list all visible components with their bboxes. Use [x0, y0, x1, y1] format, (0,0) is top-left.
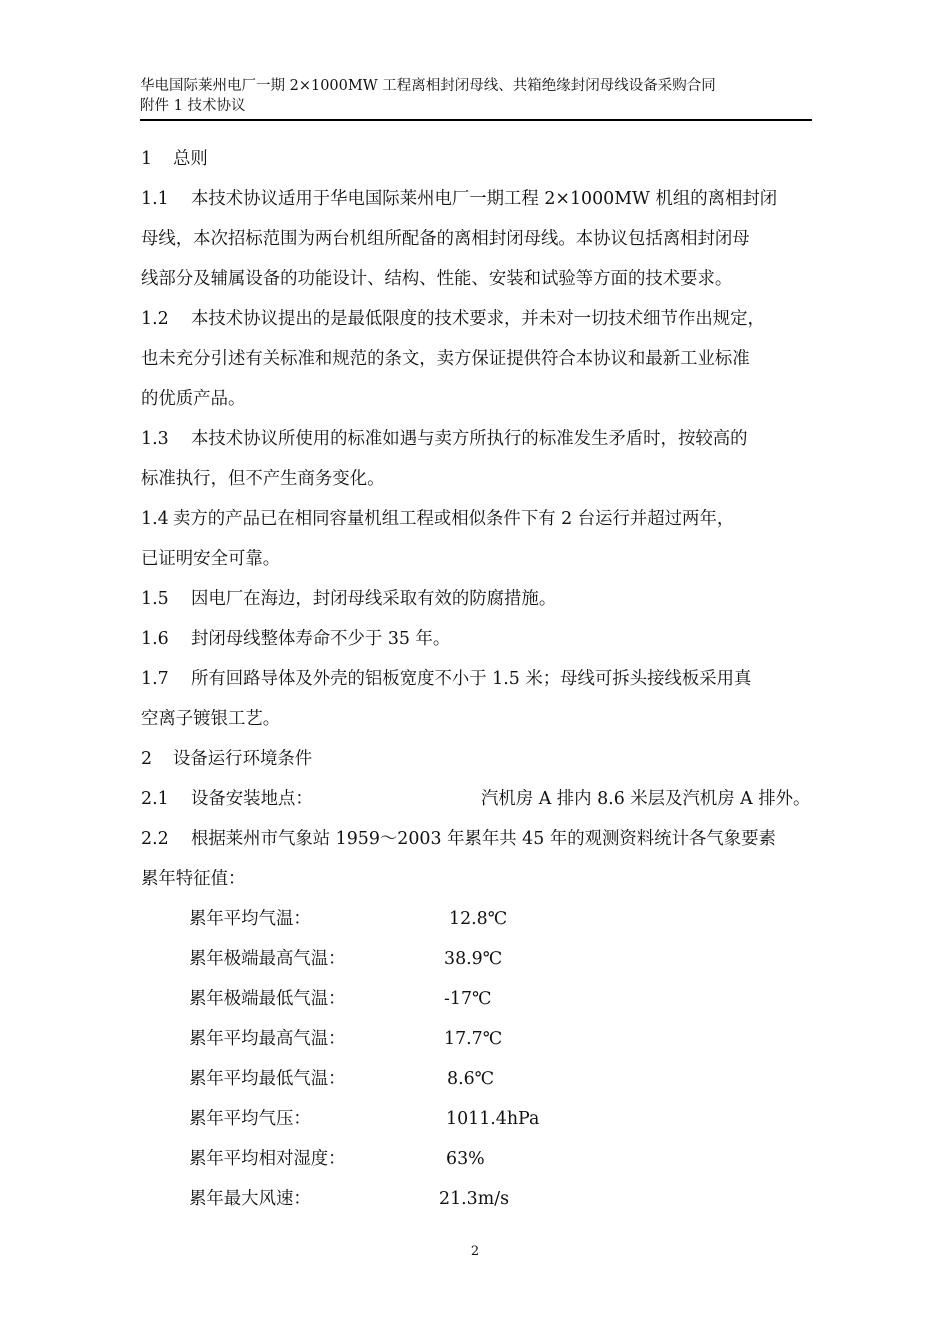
paragraph-line: 已证明安全可靠。 — [141, 549, 281, 569]
paragraph-line: 标准执行，但不产生商务变化。 — [141, 469, 385, 489]
section-heading: 1 总则 — [141, 149, 208, 169]
paragraph: 1.1 本技术协议适用于华电国际莱州电厂一期工程 2×1000MW 机组的离相封闭 — [141, 189, 778, 209]
paragraph: 1.2 本技术协议提出的是最低限度的技术要求，并未对一切技术细节作出规定， — [141, 309, 765, 329]
paragraph: 1.7 所有回路导体及外壳的铝板宽度不小于 1.5 米；母线可拆头接线板采用真 — [141, 669, 752, 689]
header-subtitle: 附件 1 技术协议 — [140, 98, 246, 114]
paragraph: 1.3 本技术协议所使用的标准如遇与卖方所执行的标准发生矛盾时，按较高的 — [141, 429, 748, 449]
climate-stat-row: 累年平均最高气温： 17.7℃ — [189, 1029, 503, 1049]
climate-stat-row: 累年最大风速： 21.3m/s — [189, 1189, 509, 1209]
paragraph: 2.1 设备安装地点： 汽机房 A 排内 8.6 米层及汽机房 A 排外。 — [141, 779, 811, 819]
paragraph-line: 累年特征值： — [141, 869, 246, 889]
paragraph-line: 空离子镀银工艺。 — [141, 709, 281, 729]
section-heading: 2 设备运行环境条件 — [141, 749, 313, 769]
paragraph-line: 也未充分引述有关标准和规范的条文，卖方保证提供符合本协议和最新工业标准 — [141, 349, 750, 369]
climate-stat-row: 累年平均相对湿度： 63% — [189, 1149, 485, 1169]
install-location-value: 汽机房 A 排内 8.6 米层及汽机房 A 排外。 — [481, 789, 811, 809]
page-number: 2 — [470, 1244, 480, 1259]
paragraph: 1.6 封闭母线整体寿命不少于 35 年。 — [141, 629, 451, 649]
climate-stat-row: 累年极端最低气温： -17℃ — [189, 989, 492, 1009]
paragraph-line: 母线，本次招标范围为两台机组所配备的离相封闭母线。本协议包括离相封闭母 — [141, 229, 750, 249]
paragraph: 1.4 卖方的产品已在相同容量机组工程或相似条件下有 2 台运行并超过两年， — [141, 509, 735, 529]
document-body — [141, 139, 811, 1219]
paragraph-line: 的优质产品。 — [141, 389, 246, 409]
header-title: 华电国际莱州电厂一期 2×1000MW 工程离相封闭母线、共箱绝缘封闭母线设备采购合同 — [140, 78, 716, 94]
paragraph: 2.2 根据莱州市气象站 1959～2003 年累年共 45 年的观测资料统计各气象要素 — [141, 829, 776, 849]
paragraph-line: 线部分及辅属设备的功能设计、结构、性能、安装和试验等方面的技术要求。 — [141, 269, 733, 289]
header-rule — [140, 119, 812, 121]
climate-stat-row: 累年平均气压： 1011.4hPa — [189, 1109, 540, 1129]
climate-stat-row: 累年平均最低气温： 8.6℃ — [189, 1069, 495, 1089]
climate-stat-row: 累年极端最高气温： 38.9℃ — [189, 949, 503, 969]
page-header — [140, 76, 812, 116]
paragraph: 1.5 因电厂在海边，封闭母线采取有效的防腐措施。 — [141, 589, 557, 609]
climate-stat-row: 累年平均气温： 12.8℃ — [189, 909, 508, 929]
